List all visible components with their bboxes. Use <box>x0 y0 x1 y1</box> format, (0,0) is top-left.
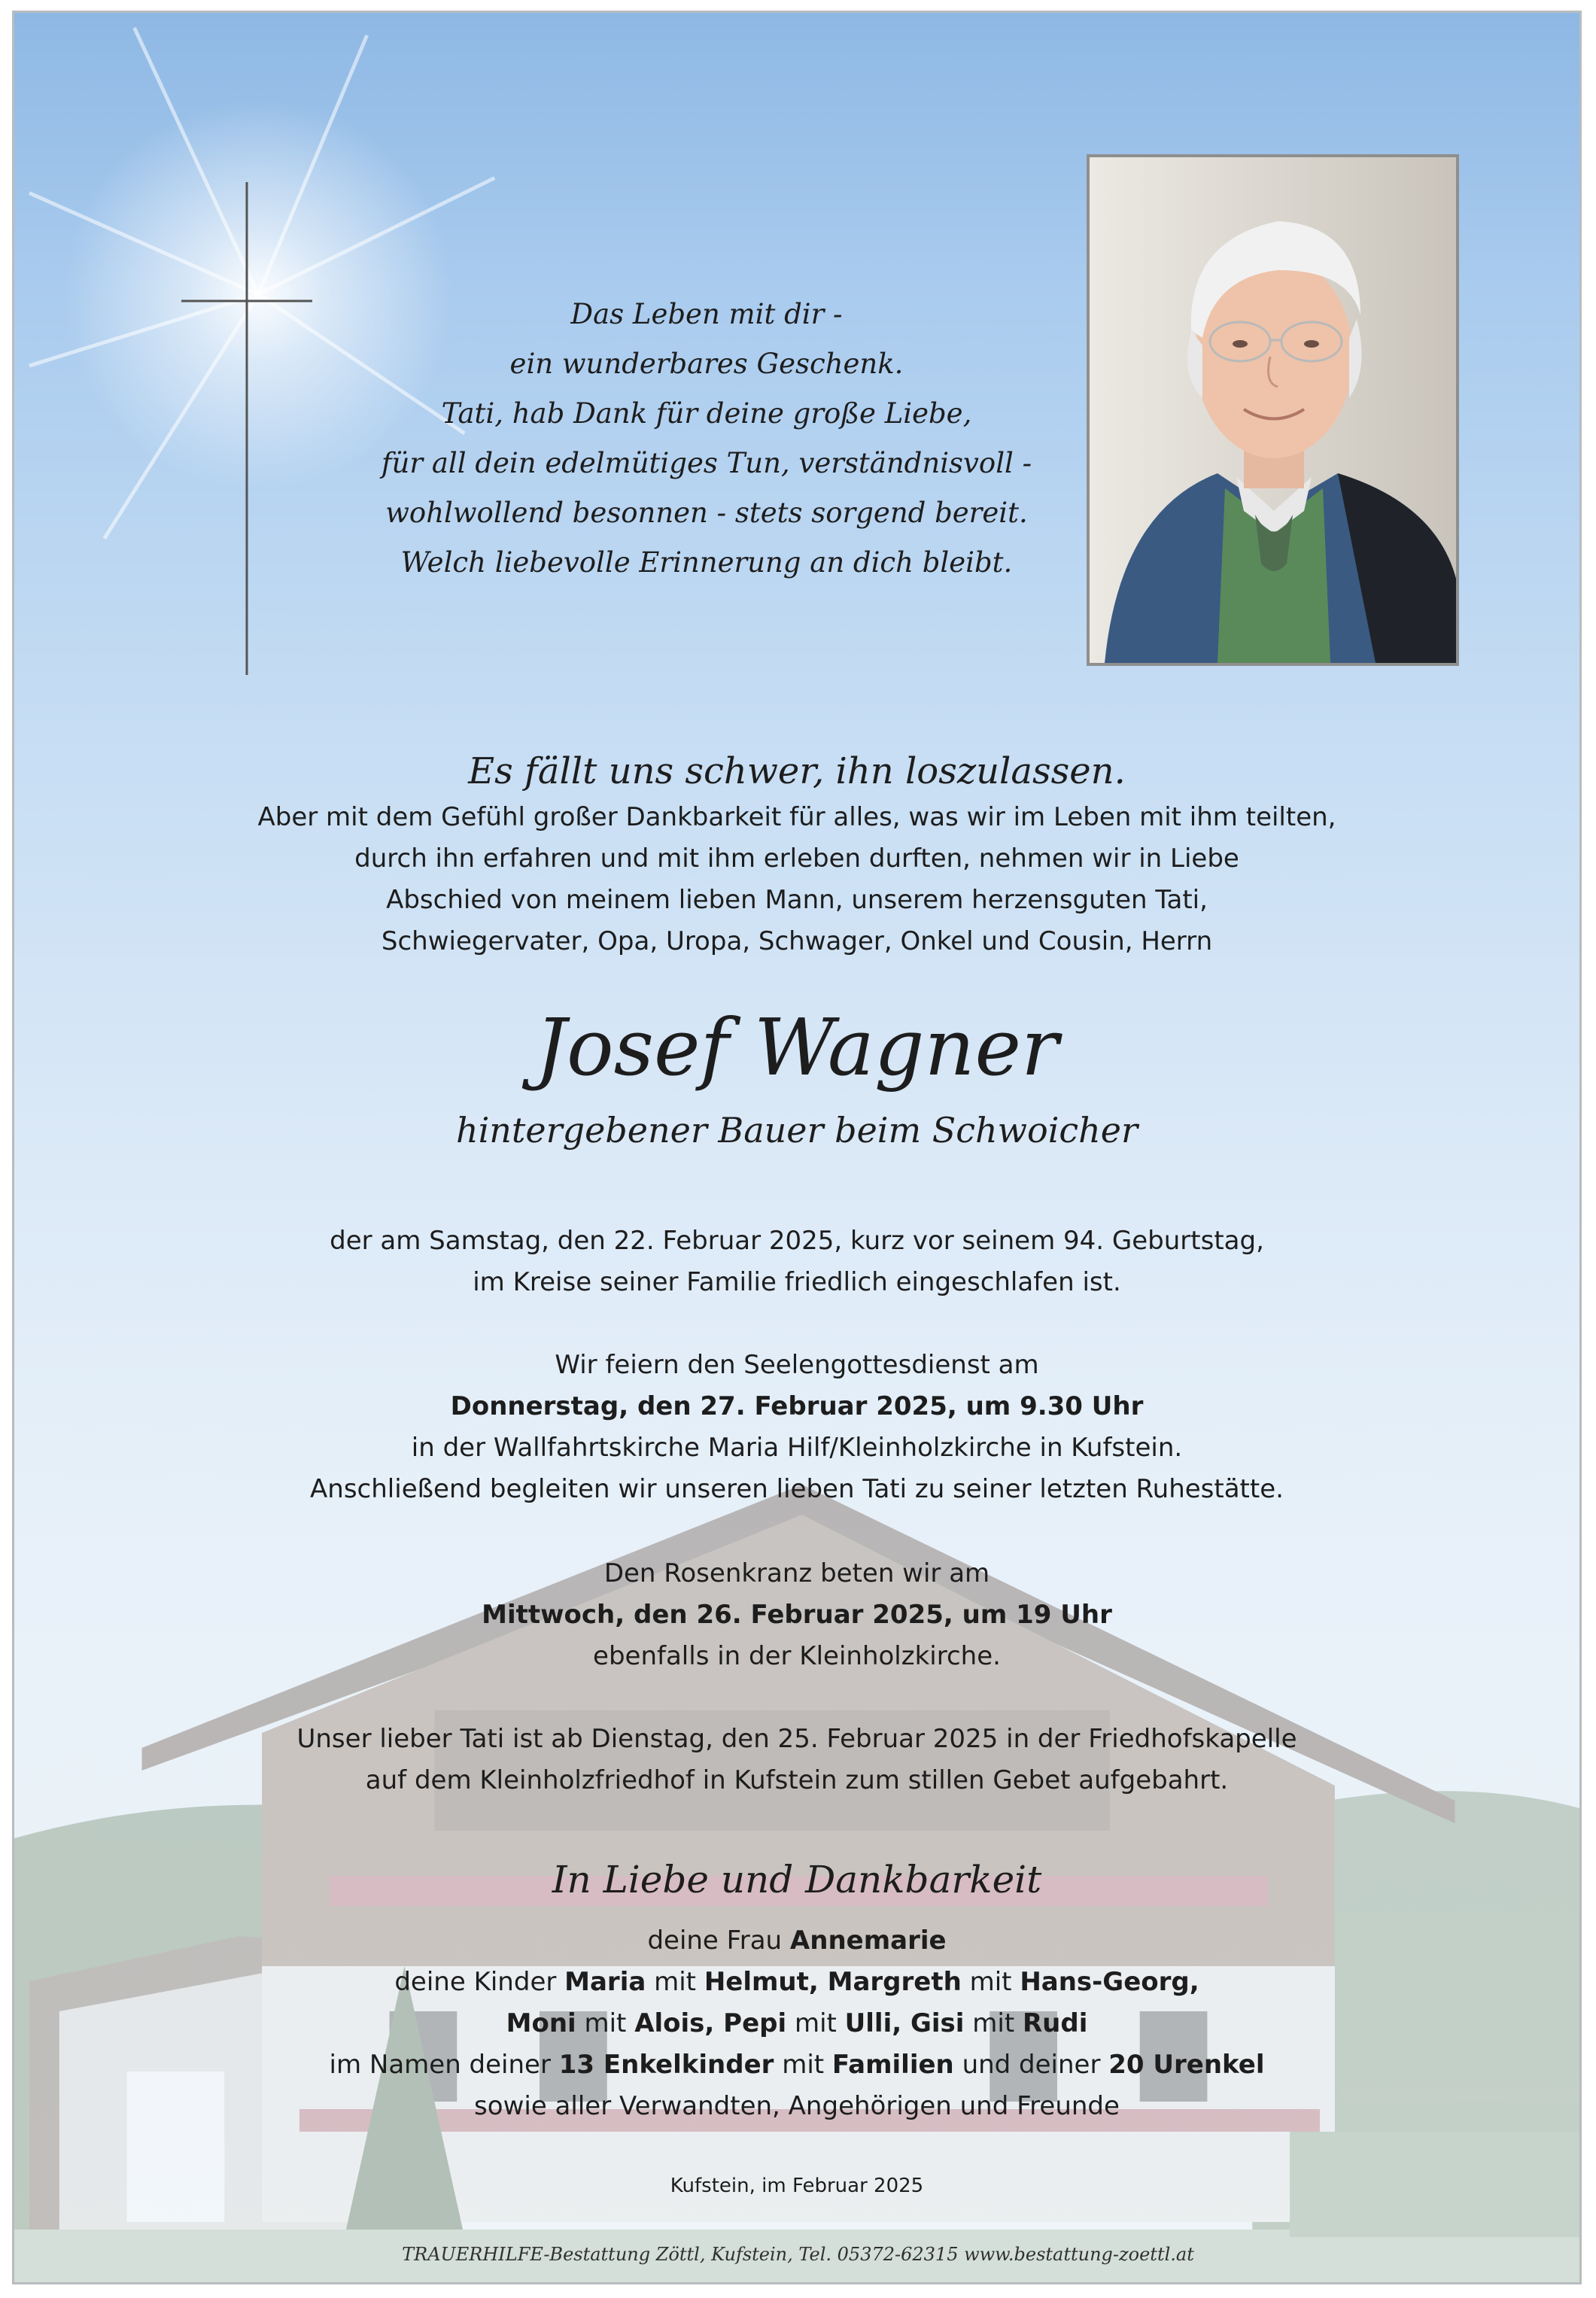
funeral-service <box>14 1345 1579 1510</box>
connector: mit <box>961 1967 1020 1997</box>
connector: mit <box>786 2008 845 2038</box>
grandchildren-line <box>14 2044 1579 2086</box>
service-date <box>14 1386 1579 1427</box>
intro-line: durch ihn erfahren und mit ihm erleben durften, nehmen wir in Liebe <box>354 844 1239 874</box>
connector: mit <box>774 2050 832 2080</box>
family-heading: In Liebe und Dankbarkeit <box>552 1858 1042 1901</box>
partner-name: Rudi <box>1022 2008 1088 2038</box>
rosary-date-text: Mittwoch, den 26. Februar 2025, um 19 Uhr <box>482 1600 1112 1630</box>
families-label: Familien <box>831 2050 954 2080</box>
verse-line: wohlwollend besonnen - stets sorgend bereit. <box>385 497 1028 529</box>
child-name: Moni <box>506 2008 576 2038</box>
wife-name: Annemarie <box>789 1926 947 1956</box>
great-grandchildren-count: 20 Urenkel <box>1108 2050 1265 2080</box>
verse-line: Tati, hab Dank für deine große Liebe, <box>441 397 972 430</box>
lying-in-state-line: auf dem Kleinholzfriedhof in Kufstein zum stillen Gebet aufgebahrt. <box>365 1765 1229 1795</box>
deceased-subtitle: hintergebener Bauer beim Schwoicher <box>455 1110 1138 1151</box>
children-prefix: deine Kinder <box>394 1967 565 1997</box>
verse-line: ein wunderbares Geschenk. <box>509 348 904 380</box>
wife-prefix: deine Frau <box>647 1926 790 1956</box>
verse-line: Das Leben mit dir - <box>570 298 843 330</box>
connector: mit <box>576 2008 635 2038</box>
grandchildren-count: 13 Enkelkinder <box>558 2050 774 2080</box>
deceased-name: Josef Wagner <box>535 1002 1059 1093</box>
place-date: Kufstein, im Februar 2025 <box>670 2175 924 2197</box>
partner-name: Alois, Pepi <box>634 2008 787 2038</box>
service-location: in der Wallfahrtskirche Maria Hilf/Kleinholzkirche in Kufstein. <box>411 1433 1183 1463</box>
rosary-location: ebenfalls in der Kleinholzkirche. <box>593 1641 1001 1671</box>
partner-name: Ulli, Gisi <box>844 2008 965 2038</box>
relatives-line: sowie aller Verwandten, Angehörigen und Freunde <box>474 2091 1120 2121</box>
death-notice-line: der am Samstag, den 22. Februar 2025, kurz vor seinem 94. Geburtstag, <box>330 1226 1264 1256</box>
opening-verse <box>248 290 1166 588</box>
death-notice <box>14 1220 1579 1303</box>
rosary-date <box>14 1594 1579 1636</box>
death-notice-line: im Kreise seiner Familie friedlich eingeschlafen ist. <box>473 1267 1121 1297</box>
intro-line: Schwiegervater, Opa, Uropa, Schwager, Onkel und Cousin, Herrn <box>381 926 1213 956</box>
wife-line <box>14 1920 1579 1962</box>
rosary-intro: Den Rosenkranz beten wir am <box>603 1558 990 1588</box>
connector: und deiner <box>953 2050 1109 2080</box>
grand-prefix: im Namen deiner <box>329 2050 559 2080</box>
service-date-text: Donnerstag, den 27. Februar 2025, um 9.30 Uhr <box>450 1391 1144 1421</box>
partner-name: Helmut, Margreth <box>704 1967 962 1997</box>
children-line-1 <box>14 1962 1579 2003</box>
rosary <box>14 1553 1579 1677</box>
connector: mit <box>646 1967 704 1997</box>
family-list <box>14 1920 1579 2127</box>
connector: mit <box>964 2008 1023 2038</box>
intro-line: Abschied von meinem lieben Mann, unserem herzensguten Tati, <box>386 885 1208 915</box>
funeral-home-footer: TRAUERHILFE-Bestattung Zöttl, Kufstein, Tel. 05372-62315 www.bestattung-zoettl.at <box>402 2244 1194 2265</box>
service-after: Anschließend begleiten wir unseren lieben Tati zu seiner letzten Ruhestätte. <box>310 1474 1284 1504</box>
lying-in-state-line: Unser lieber Tati ist ab Dienstag, den 25. Februar 2025 in der Friedhofskapelle <box>296 1724 1297 1754</box>
intro-paragraph <box>14 797 1579 962</box>
partner-name: Hans-Georg, <box>1020 1967 1199 1997</box>
child-name: Maria <box>564 1967 646 1997</box>
intro-headline: Es fällt uns schwer, ihn loszulassen. <box>468 750 1126 792</box>
lying-in-state <box>14 1719 1579 1801</box>
service-intro: Wir feiern den Seelengottesdienst am <box>555 1350 1039 1380</box>
verse-line: für all dein edelmütiges Tun, verständnisvoll - <box>381 447 1032 479</box>
obituary-card <box>12 11 1582 2284</box>
verse-line: Welch liebevolle Erinnerung an dich bleibt. <box>400 546 1013 579</box>
intro-line: Aber mit dem Gefühl großer Dankbarkeit für alles, was wir im Leben mit ihm teilten, <box>257 802 1336 832</box>
children-line-2 <box>14 2003 1579 2044</box>
